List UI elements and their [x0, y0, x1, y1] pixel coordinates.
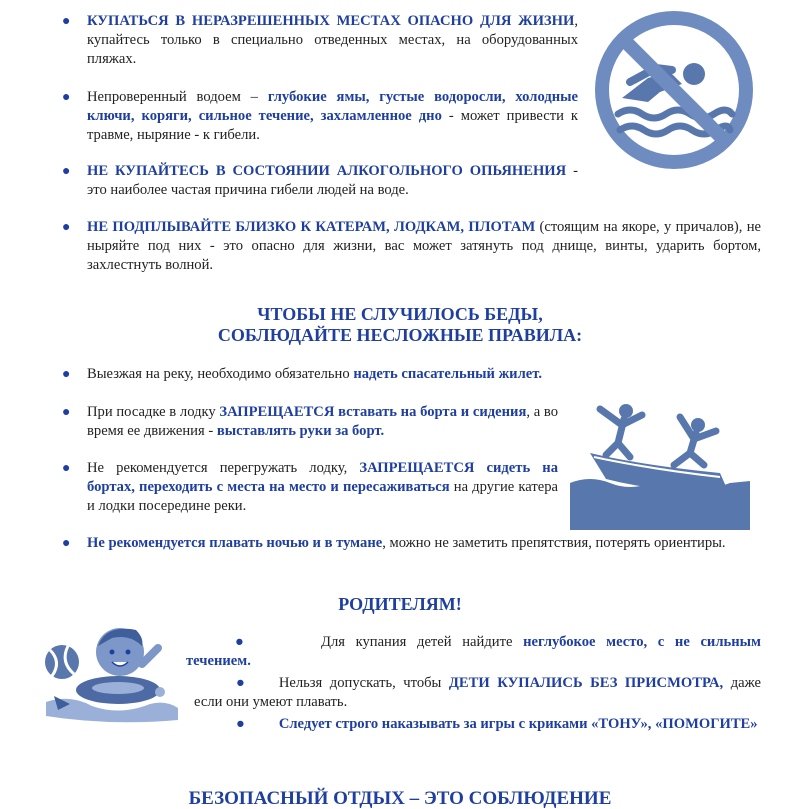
bullet: ● [62, 405, 71, 420]
bullet: ● [62, 461, 71, 476]
warning-unauthorized-places [62, 12, 578, 69]
footer-heading: БЕЗОПАСНЫЙ ОТДЫХ – ЭТО СОБЛЮДЕНИЕ [188, 788, 612, 809]
rule-rest: на другие катера и лодки посередине реки. [87, 479, 558, 514]
warning-lead: НЕ ПОДПЛЫВАЙТЕ БЛИЗКО К КАТЕРАМ, ЛОДКАМ, ПЛОТАМ [87, 219, 536, 235]
rules-heading-line1: ЧТОБЫ НЕ СЛУЧИЛОСЬ БЕДЫ, [257, 304, 543, 324]
rule-bold: ЗАПРЕЩАЕТСЯ сидеть на бортах, переходить с места на место и пересаживаться [87, 460, 559, 495]
bullet: ● [62, 536, 71, 551]
rule-lead: Не рекомендуется плавать ночью и в тумане [87, 535, 383, 551]
parent-tip-shallow [186, 633, 761, 671]
tip-pre: Нельзя допускать, чтобы [278, 675, 449, 691]
warning-unchecked-water [62, 88, 578, 145]
rule-overload [62, 459, 559, 516]
warning-text: - это наиболее частая причина гибели людей на воде. [87, 163, 578, 198]
rule-rest: , можно не заметить препятствия, потерять ориентиры. [382, 535, 726, 551]
rule-bold2: выставлять руки за борт. [216, 423, 385, 439]
parent-tip-punish [169, 715, 761, 734]
bullet: ● [235, 634, 244, 650]
warning-hazards: глубокие ямы, густые водоросли, холодные ключи, коряги, сильное течение, захламленное дно [87, 89, 578, 124]
rule-night-fog [62, 534, 761, 553]
warning-text: (стоящим на якоре, у причалов), не ныряйте под них - это опасно для жизни, вас может затянуть под днище, винты, ударить бортом, захлестнуть волной. [87, 219, 761, 273]
warning-text: , купайтесь только в специально отведенных местах, на оборудованных пляжах. [87, 13, 578, 67]
parents-heading: РОДИТЕЛЯМ! [338, 594, 462, 614]
bullet: ● [236, 716, 245, 732]
bullet: ● [62, 367, 71, 382]
warning-boats [62, 218, 761, 275]
rule-pre: Не рекомендуется перегружать лодку, [87, 460, 360, 476]
rule-pre: При посадке в лодку [87, 404, 220, 420]
tip-rest: даже если они умеют плавать. [194, 675, 761, 710]
rule-mid: , а во время ее движения - [87, 404, 558, 439]
rule-boarding [62, 403, 558, 441]
bullet: ● [236, 675, 245, 691]
rule-bold: надеть спасательный жилет. [353, 366, 542, 382]
capsizing-boat-icon [570, 395, 750, 530]
rule-bold: ЗАПРЕЩАЕТСЯ вставать на борта и сидения [219, 404, 527, 420]
rule-life-jacket [62, 365, 761, 384]
parent-tip-supervision [194, 674, 761, 712]
warning-lead: КУПАТЬСЯ В НЕРАЗРЕШЕННЫХ МЕСТАХ ОПАСНО ДЛЯ ЖИЗНИ [87, 13, 575, 29]
rules-heading-line2: СОБЛЮДАЙТЕ НЕСЛОЖНЫЕ ПРАВИЛА: [217, 325, 583, 345]
warning-alcohol [62, 162, 578, 200]
bullet: ● [62, 14, 71, 29]
tip-pre: Для купания детей найдите [321, 634, 524, 650]
tip-bold: неглубокое место, с не сильным течением. [186, 634, 761, 669]
bullet: ● [62, 90, 71, 105]
warning-text: - может привести к травме, ныряние - к гибели. [87, 108, 578, 143]
tip-bold: Следует строго наказывать за игры с криками «ТОНУ», «ПОМОГИТЕ» [278, 716, 758, 732]
rule-pre: Выезжая на реку, необходимо обязательно [87, 366, 354, 382]
bullet: ● [62, 220, 71, 235]
no-swimming-icon [590, 10, 758, 170]
bullet: ● [62, 164, 71, 179]
warning-pre: Непроверенный водоем – [87, 89, 268, 105]
tip-bold: ДЕТИ КУПАЛИСЬ БЕЗ ПРИСМОТРА, [448, 675, 724, 691]
warning-lead: НЕ КУПАЙТЕСЬ В СОСТОЯНИИ АЛКОГОЛЬНОГО ОПЬЯНЕНИЯ [87, 163, 567, 179]
child-with-ring-icon [40, 620, 180, 725]
